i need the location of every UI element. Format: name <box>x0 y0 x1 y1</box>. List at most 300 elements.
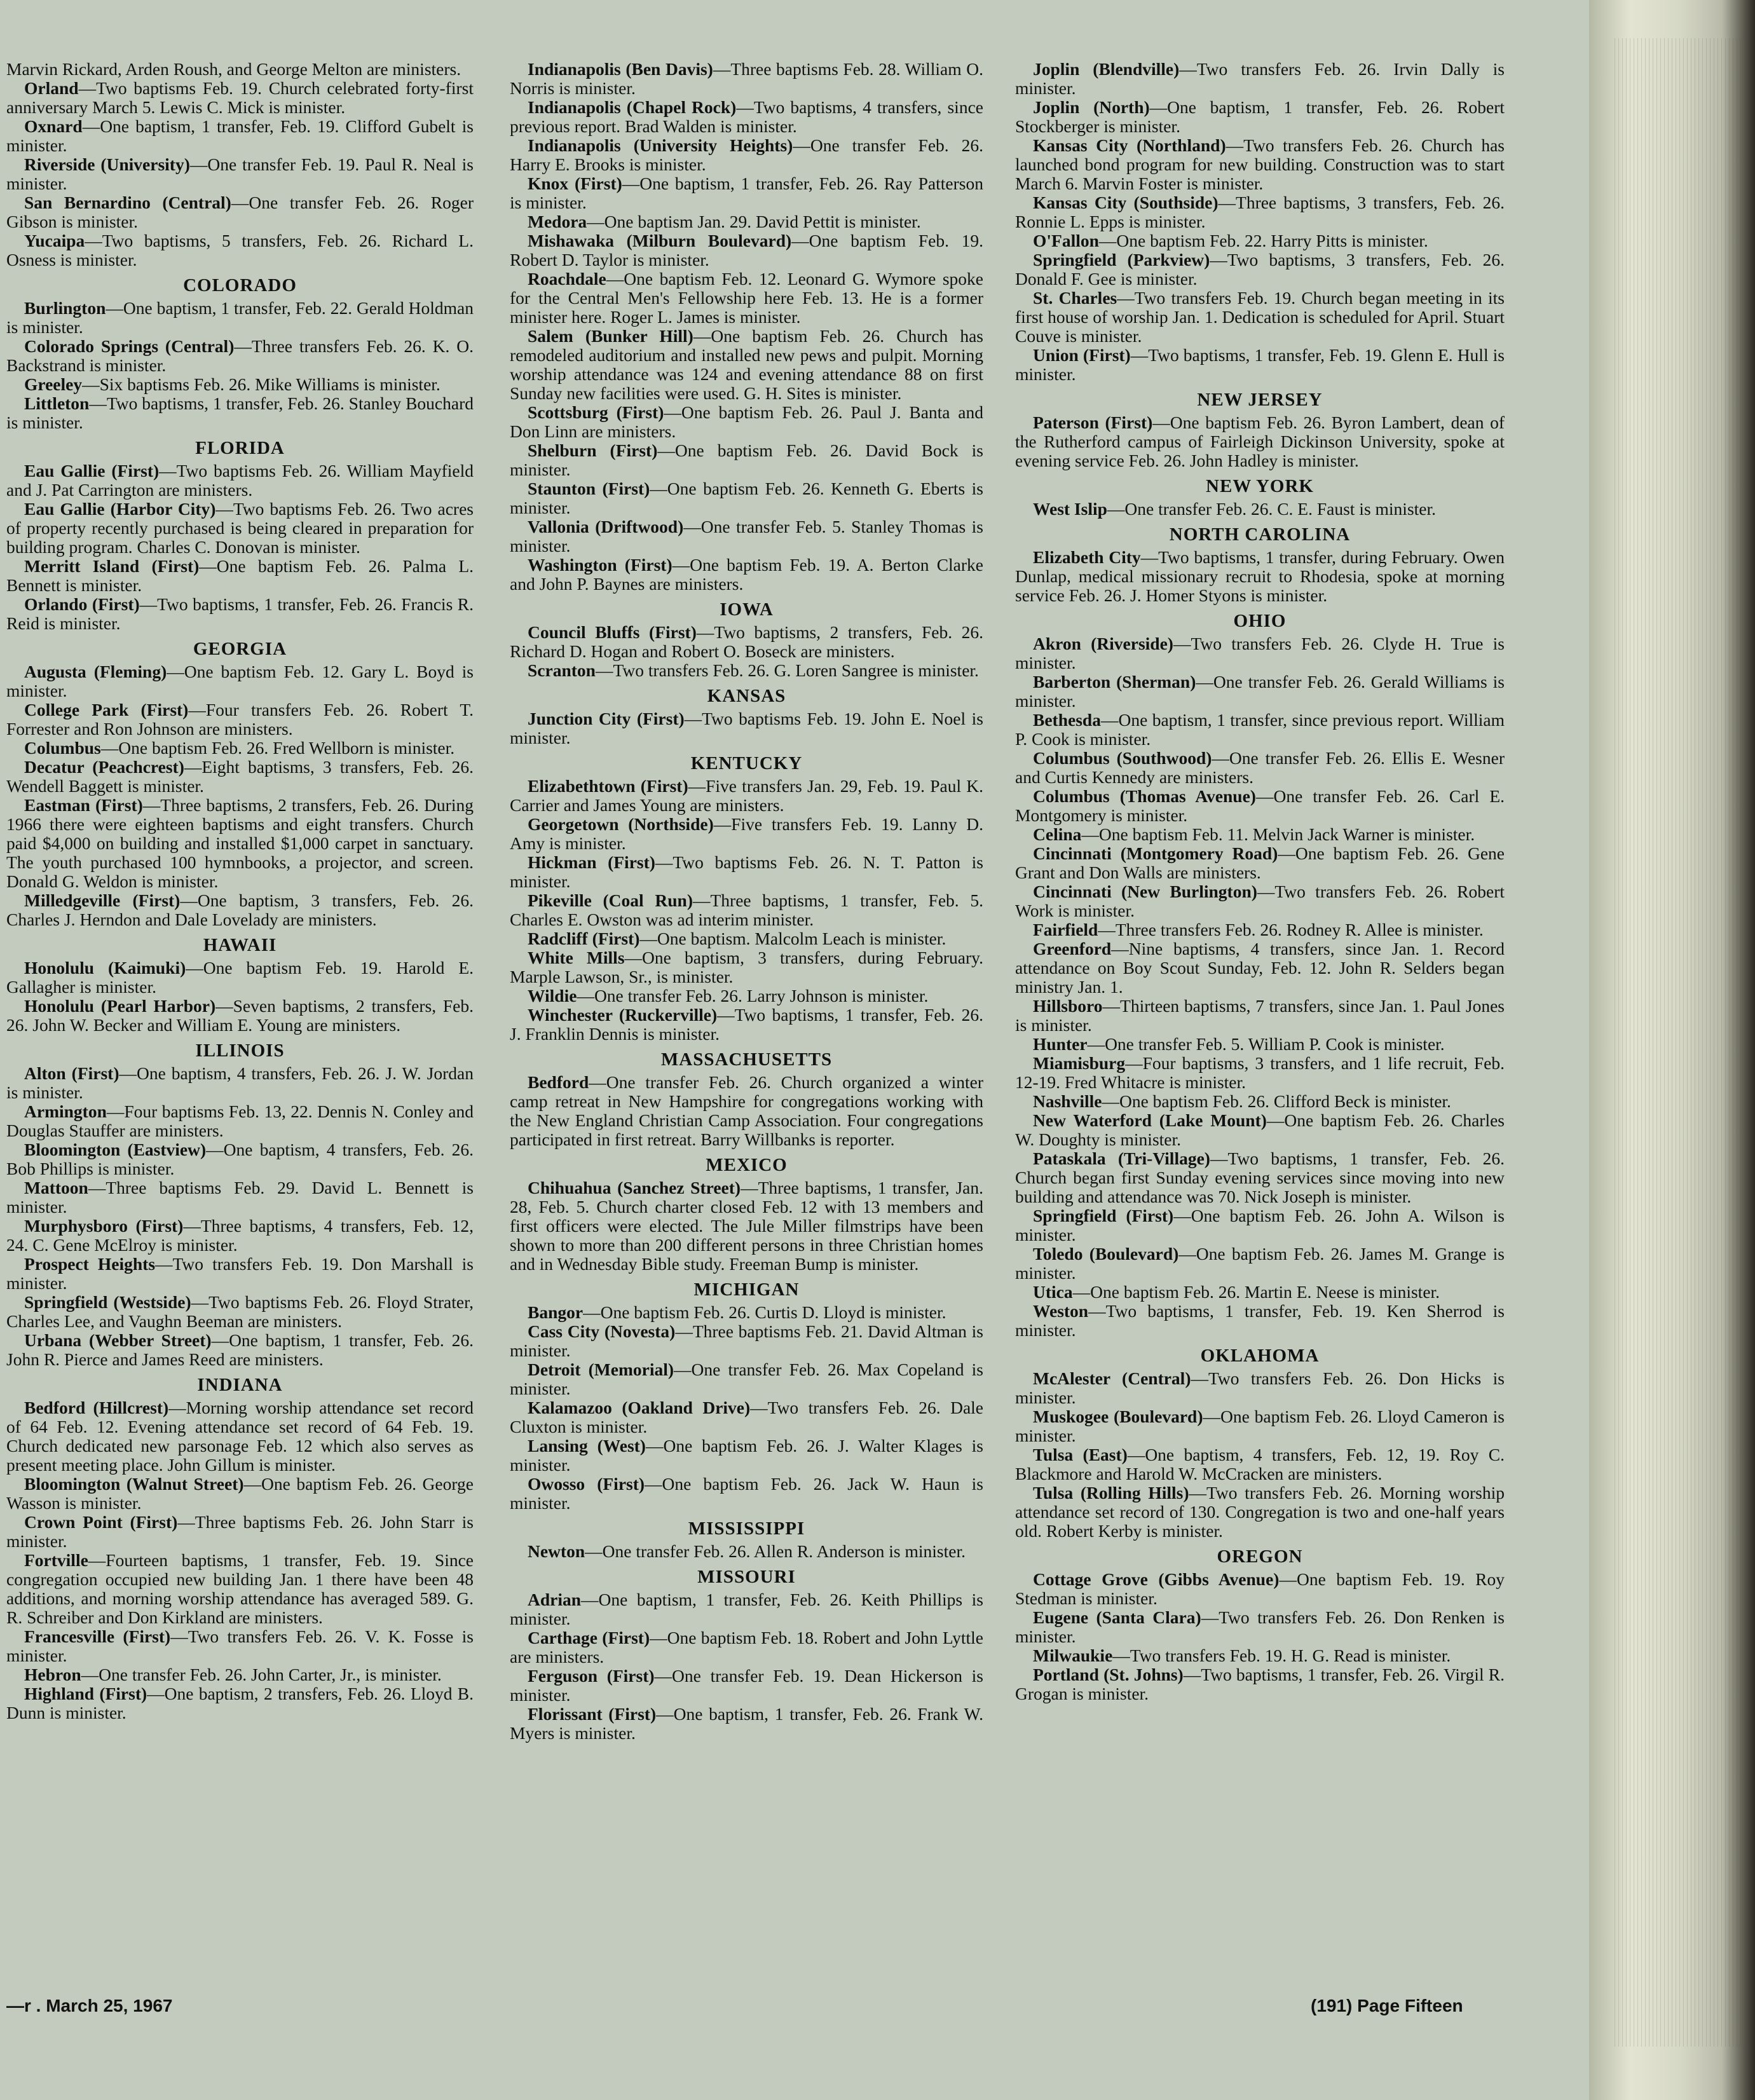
report-text: —One baptism, 3 transfers, Feb. 26. Charles J. Herndon and Dale Lovelady are ministers. <box>6 890 474 929</box>
church-report <box>1015 825 1505 844</box>
church-report <box>6 79 474 117</box>
report-text: —One baptism Feb. 26. Charles W. Doughty is minister. <box>1015 1110 1505 1149</box>
report-text: —Two baptisms, 1 transfer, Feb. 26. Francis R. Reid is minister. <box>6 594 474 633</box>
church-name: Francesville (First) <box>24 1626 171 1646</box>
report-text: —One baptism Feb. 26. Jack W. Haun is minister. <box>510 1474 983 1513</box>
church-report <box>1015 1570 1505 1608</box>
church-report <box>510 1590 983 1628</box>
church-name: Cottage Grove (Gibbs Avenue) <box>1033 1569 1280 1589</box>
report-text: —Four transfers Feb. 26. Robert T. Forrester and Ron Johnson are ministers. <box>6 700 474 739</box>
church-report <box>510 174 983 212</box>
church-report <box>510 1475 983 1513</box>
report-text: —One transfer Feb. 26. Carl E. Montgomery is minister. <box>1015 786 1505 825</box>
report-text: —One baptism, 1 transfer, Feb. 26. John R. Pierce and James Reed are ministers. <box>6 1330 474 1369</box>
state-heading: OHIO <box>1233 611 1287 631</box>
church-report <box>510 929 983 948</box>
report-text: —Two transfers Feb. 26. Robert Work is minister. <box>1015 882 1505 920</box>
report-text: —Two baptisms Feb. 19. John E. Noel is minister. <box>510 709 983 747</box>
church-name: Winchester (Ruckerville) <box>528 1005 718 1025</box>
church-name: Bloomington (Eastview) <box>24 1140 207 1159</box>
report-text: —Two baptisms, 1 transfer, Feb. 26. Virgil R. Grogan is minister. <box>1015 1665 1505 1703</box>
church-report <box>510 479 983 517</box>
church-name: Bethesda <box>1033 710 1101 730</box>
church-report <box>1015 98 1505 136</box>
church-name: Indianapolis (Ben Davis) <box>528 59 713 79</box>
church-name: Cincinnati (Montgomery Road) <box>1033 843 1278 863</box>
report-text: —Three baptisms Feb. 21. David Altman is minister. <box>510 1321 983 1360</box>
report-text: —One transfer Feb. 26. Church organized a winter camp retreat in New Hampshire for congregations working with the New England Christian Camp Association. Four congregations participated in first retreat. Barry Willbanks is reporter. <box>510 1072 983 1149</box>
state-heading: HAWAII <box>203 935 277 955</box>
church-report <box>510 1667 983 1705</box>
report-text: —Four baptisms, 3 transfers, and 1 life recruit, Feb. 12-19. Fred Whitacre is minister. <box>1015 1053 1505 1092</box>
church-name: Urbana (Webber Street) <box>24 1330 212 1350</box>
church-report <box>1015 250 1505 289</box>
report-text: —Seven baptisms, 2 transfers, Feb. 26. John W. Becker and William E. Young are ministers. <box>6 996 474 1035</box>
report-text: —Three baptisms Feb. 28. William O. Norris is minister. <box>510 59 983 98</box>
church-name: Prospect Heights <box>24 1254 156 1274</box>
church-report <box>510 891 983 929</box>
church-report <box>1015 1111 1505 1149</box>
church-name: Eau Gallie (Harbor City) <box>24 499 216 519</box>
church-report <box>1015 500 1505 519</box>
church-name: Miamisburg <box>1033 1053 1126 1073</box>
church-report <box>1015 1445 1505 1483</box>
church-report <box>6 231 474 269</box>
report-text: —Two transfers Feb. 19. Church began meeting in its first house of worship Jan. 1. Dedication is scheduled for April. Stuart Couve is minister. <box>1015 288 1505 346</box>
church-name: Milwaukie <box>1033 1646 1113 1665</box>
church-name: Hillsboro <box>1033 996 1103 1016</box>
church-report <box>510 815 983 853</box>
church-name: Eugene (Santa Clara) <box>1033 1607 1201 1627</box>
report-text: —One transfer Feb. 26. Ellis E. Wesner and Curtis Kennedy are ministers. <box>1015 748 1505 787</box>
report-text: —Two transfers Feb. 26. Don Renken is minister. <box>1015 1607 1505 1646</box>
report-text: —Nine baptisms, 4 transfers, since Jan. 1. Record attendance on Boy Scout Sunday, Feb. 12. John R. Selders began ministry Jan. 1. <box>1015 939 1505 997</box>
report-text: —Fourteen baptisms, 1 transfer, Feb. 19. Since congregation occupied new building Jan. 1 there have been 48 additions, and morning worship attendance has averaged 589. G. R. Schreiber and Don Kirkland are ministers. <box>6 1550 474 1627</box>
state-heading: GEORGIA <box>193 639 287 659</box>
church-report <box>6 1178 474 1217</box>
church-report <box>6 1331 474 1369</box>
church-report <box>6 500 474 557</box>
church-name: Mishawaka (Milburn Boulevard) <box>528 231 792 250</box>
church-name: Highland (First) <box>24 1684 147 1703</box>
church-report <box>6 155 474 193</box>
church-name: Muskogee (Boulevard) <box>1033 1407 1203 1426</box>
issue-date: —r . March 25, 1967 <box>6 1996 173 2015</box>
church-name: Eau Gallie (First) <box>24 461 160 481</box>
church-name: Barberton (Sherman) <box>1033 672 1196 692</box>
report-text: —One baptism, 1 transfer, Feb. 26. Frank W. Myers is minister. <box>510 1704 983 1743</box>
church-report <box>510 623 983 661</box>
church-name: Vallonia (Driftwood) <box>528 517 684 536</box>
church-report <box>6 117 474 155</box>
church-name: Cincinnati (New Burlington) <box>1033 882 1257 901</box>
report-text: —One baptism Feb. 26. Lloyd Cameron is minister. <box>1015 1407 1505 1445</box>
report-text: —Two transfers Feb. 19. Don Marshall is minister. <box>6 1254 474 1293</box>
church-name: Orlando (First) <box>24 594 140 614</box>
church-name: Riverside (University) <box>24 154 190 174</box>
church-report <box>6 1064 474 1102</box>
report-text: —Two baptisms, 2 transfers, Feb. 26. Richard D. Hogan and Robert O. Boseck are ministers. <box>510 622 983 661</box>
church-report <box>6 958 474 997</box>
church-report <box>1015 1369 1505 1407</box>
church-report <box>1015 193 1505 231</box>
church-report <box>1015 289 1505 346</box>
church-name: Junction City (First) <box>528 709 685 728</box>
state-heading: NEW JERSEY <box>1197 390 1323 410</box>
church-report <box>510 1628 983 1667</box>
church-name: Roachdale <box>528 269 606 289</box>
report-text: —One baptism Feb. 26. Kenneth G. Eberts is minister. <box>510 479 984 517</box>
report-text: —Two baptisms, 3 transfers, Feb. 26. Donald F. Gee is minister. <box>1015 250 1505 289</box>
church-name: Carthage (First) <box>528 1628 650 1647</box>
report-text: —One baptism Feb. 12. Leonard G. Wymore spoke for the Central Men's Fellowship here Feb. 13. He is a former minister here. Roger L. James is minister. <box>510 269 983 327</box>
church-name: Bangor <box>528 1302 584 1322</box>
church-report <box>1015 672 1505 711</box>
church-report <box>510 556 983 594</box>
church-name: San Bernardino (Central) <box>24 193 231 212</box>
church-report <box>1015 346 1505 384</box>
church-report <box>1015 1646 1505 1665</box>
report-text: —One baptism Feb. 26. James M. Grange is minister. <box>1015 1244 1505 1283</box>
church-name: Ferguson (First) <box>528 1666 655 1686</box>
state-heading: MISSOURI <box>697 1567 796 1587</box>
report-text: —Five transfers Jan. 29, Feb. 19. Paul K. Carrier and James Young are ministers. <box>510 776 983 815</box>
state-heading: KENTUCKY <box>690 753 803 774</box>
church-report <box>6 1398 474 1475</box>
report-text: —One baptism. Malcolm Leach is minister. <box>639 929 946 948</box>
church-name: Weston <box>1033 1301 1089 1321</box>
church-name: Milledgeville (First) <box>24 890 181 910</box>
church-name: Hunter <box>1033 1034 1088 1054</box>
church-report <box>1015 787 1505 825</box>
church-report <box>6 997 474 1035</box>
state-heading: MISSISSIPPI <box>688 1518 805 1539</box>
church-name: White Mills <box>528 948 625 967</box>
report-text: —One transfer Feb. 5. William P. Cook is minister. <box>1087 1034 1445 1054</box>
report-text: —Two baptisms Feb. 19. Church celebrated forty-first anniversary March 5. Lewis C. Mick is minister. <box>6 78 474 117</box>
church-report <box>1015 711 1505 749</box>
church-name: Kansas City (Southside) <box>1033 193 1219 212</box>
church-report <box>6 662 474 700</box>
report-text: —One baptism, 3 transfers, during February. Marple Lawson, Sr., is minister. <box>510 948 983 986</box>
report-text: —One baptism Feb. 26. Fred Wellborn is minister. <box>100 738 455 758</box>
church-name: Kalamazoo (Oakland Drive) <box>528 1398 751 1417</box>
church-report <box>1015 1665 1505 1703</box>
church-name: Scottsburg (First) <box>528 402 664 422</box>
state-heading: ILLINOIS <box>195 1040 285 1061</box>
church-name: Littleton <box>24 393 90 413</box>
report-text: —One baptism Feb. 26. Palma L. Bennett is minister. <box>6 556 474 595</box>
report-text: —Thirteen baptisms, 7 transfers, since Jan. 1. Paul Jones is minister. <box>1015 996 1505 1035</box>
church-name: Greenford <box>1033 939 1112 958</box>
page-number: (191) Page Fifteen <box>1311 1996 1463 2015</box>
report-text: —One baptism, 1 transfer, Feb. 22. Gerald Holdman is minister. <box>6 298 474 337</box>
church-name: West Islip <box>1033 499 1107 519</box>
report-text: —Two transfers Feb. 26. Church has launched bond program for new building. Construction was to start March 6. Marvin Foster is minister. <box>1015 135 1505 193</box>
church-report <box>6 193 474 231</box>
church-name: Toledo (Boulevard) <box>1033 1244 1179 1264</box>
church-name: Florissant (First) <box>528 1704 657 1724</box>
church-report <box>1015 749 1505 787</box>
report-text: —Four baptisms Feb. 13, 22. Dennis N. Conley and Douglas Stauffer are ministers. <box>6 1101 474 1140</box>
church-report <box>6 60 474 79</box>
church-name: Council Bluffs (First) <box>528 622 697 642</box>
church-name: Lansing (West) <box>528 1436 646 1456</box>
church-report <box>1015 231 1505 250</box>
church-name: Greeley <box>24 374 83 394</box>
state-heading: OREGON <box>1217 1546 1303 1567</box>
report-text: —Two transfers Feb. 26. G. Loren Sangree is minister. <box>595 660 979 680</box>
church-name: Adrian <box>528 1590 582 1609</box>
church-report <box>1015 882 1505 920</box>
church-report <box>1015 1483 1505 1541</box>
church-name: Joplin (Blendville) <box>1033 59 1180 79</box>
report-text: —One baptism, 1 transfer, Feb. 26. Keith Phillips is minister. <box>510 1590 983 1628</box>
church-report <box>6 1217 474 1255</box>
church-name: Pikeville (Coal Run) <box>528 890 693 910</box>
state-heading: MICHIGAN <box>693 1279 800 1300</box>
report-text: —Three baptisms, 1 transfer, Jan. 28, Feb. 5. Church charter closed Feb. 12 with 13 members and first officers were elected. The Jule Miller filmstrips have been shown to more than 200 different persons in three Christian homes and in Wednesday Bible study. Freeman Bump is minister. <box>510 1178 983 1274</box>
report-text: —One transfer Feb. 26. Larry Johnson is minister. <box>577 986 929 1006</box>
church-name: Staunton (First) <box>528 479 650 498</box>
church-report <box>6 1475 474 1513</box>
church-report <box>6 299 474 337</box>
state-heading: FLORIDA <box>195 438 285 458</box>
church-name: Indianapolis (University Heights) <box>528 135 793 155</box>
church-name: Fairfield <box>1033 920 1098 939</box>
church-report <box>510 709 983 747</box>
church-report <box>6 1255 474 1293</box>
church-report <box>1015 1149 1505 1206</box>
church-report <box>510 986 983 1006</box>
church-name: Chihuahua (Sanchez Street) <box>528 1178 741 1197</box>
report-text: —One baptism Feb. 19. Harold E. Gallagher is minister. <box>6 958 474 997</box>
church-report <box>6 1293 474 1331</box>
church-name: College Park (First) <box>24 700 189 719</box>
report-text: —One transfer Feb. 19. Dean Hickerson is minister. <box>510 1666 983 1705</box>
church-report <box>1015 939 1505 997</box>
church-name: Tulsa (East) <box>1033 1445 1128 1464</box>
report-text: —One transfer Feb. 26. Allen R. Anderson is minister. <box>585 1541 966 1561</box>
report-text: —Two baptisms, 1 transfer, Feb. 26. Church began first Sunday evening services since moving into new building and attendance was 70. Nick Joseph is minister. <box>1015 1149 1505 1206</box>
church-name: Georgetown (Northside) <box>528 814 714 834</box>
church-name: Utica <box>1033 1282 1073 1302</box>
report-text: —One baptism, 4 transfers, Feb. 26. Bob Phillips is minister. <box>6 1140 474 1178</box>
church-name: Elizabeth City <box>1033 547 1141 567</box>
church-report <box>510 661 983 680</box>
church-report <box>6 758 474 796</box>
church-name: Tulsa (Rolling Hills) <box>1033 1483 1189 1503</box>
state-heading: INDIANA <box>197 1375 283 1395</box>
church-report <box>6 796 474 891</box>
church-report <box>6 891 474 929</box>
church-name: Colorado Springs (Central) <box>24 336 235 356</box>
church-report <box>1015 844 1505 882</box>
church-name: Springfield (Westside) <box>24 1292 191 1312</box>
report-text: —Two baptisms Feb. 26. Two acres of property recently purchased is being cleared in preparation for building program. Charles C. Donovan is minister. <box>6 499 474 557</box>
report-text: —One transfer Feb. 26. Gerald Williams is minister. <box>1015 672 1505 711</box>
church-name: Springfield (Parkview) <box>1033 250 1210 269</box>
church-name: Columbus (Thomas Avenue) <box>1033 786 1256 806</box>
column-3 <box>1015 60 1505 1703</box>
church-name: Crown Point (First) <box>24 1512 178 1532</box>
report-text: —Two baptisms Feb. 26. N. T. Patton is minister. <box>510 852 983 891</box>
report-text: —One baptism Feb. 19. Robert D. Taylor is minister. <box>510 231 983 269</box>
report-text: —Two baptisms, 1 transfer, Feb. 19. Ken Sherrod is minister. <box>1015 1301 1505 1340</box>
church-report <box>6 1140 474 1178</box>
church-report <box>1015 1035 1505 1054</box>
church-name: Pataskala (Tri-Village) <box>1033 1149 1210 1168</box>
report-text: —One baptism Feb. 26. Paul J. Banta and Don Linn are ministers. <box>510 402 983 441</box>
report-text: —One baptism, 1 transfer, Feb. 26. Ray Patterson is minister. <box>510 174 983 212</box>
state-heading: NEW YORK <box>1206 476 1314 496</box>
report-text: —One baptism Feb. 26. George Wasson is minister. <box>6 1474 474 1513</box>
church-name: Bedford (Hillcrest) <box>24 1398 169 1417</box>
church-report <box>510 60 983 98</box>
report-text: —One baptism Feb. 26. Gene Grant and Don Walls are ministers. <box>1015 843 1505 882</box>
report-text: —One baptism Feb. 11. Melvin Jack Warner is minister. <box>1081 824 1475 844</box>
church-report <box>510 1360 983 1398</box>
column-1 <box>6 60 474 1722</box>
church-report <box>1015 920 1505 939</box>
state-heading: MASSACHUSETTS <box>660 1049 833 1070</box>
report-text: —One transfer Feb. 26. C. E. Faust is minister. <box>1107 499 1437 519</box>
church-name: Springfield (First) <box>1033 1206 1174 1225</box>
report-text: —Two baptisms, 4 transfers, since previous report. Brad Walden is minister. <box>510 97 983 136</box>
report-text: —Two transfers Feb. 26. Irvin Dally is minister. <box>1015 59 1505 98</box>
state-heading: KANSAS <box>707 686 786 706</box>
report-text: —Two baptisms, 1 transfer, during February. Owen Dunlap, medical missionary recruit to Rhodesia, spoke at morning service Feb. 26. J. Homer Styons is minister. <box>1015 547 1505 605</box>
church-name: Detroit (Memorial) <box>528 1360 674 1379</box>
report-text: —One baptism Feb. 18. Robert and John Lyttle are ministers. <box>510 1628 983 1667</box>
church-report <box>510 1006 983 1044</box>
church-name: McAlester (Central) <box>1033 1368 1191 1388</box>
church-report <box>510 517 983 556</box>
state-heading: NORTH CAROLINA <box>1169 524 1351 545</box>
church-name: Bedford <box>528 1072 589 1092</box>
report-text: —Two baptisms Feb. 26. William Mayfield and J. Pat Carrington are ministers. <box>6 461 474 500</box>
church-name: Shelburn (First) <box>528 440 658 460</box>
church-report <box>6 595 474 633</box>
church-name: Honolulu (Pearl Harbor) <box>24 996 216 1016</box>
church-name: Orland <box>24 78 79 98</box>
church-name: Scranton <box>528 660 596 680</box>
church-report <box>1015 60 1505 98</box>
report-text: —Two transfers Feb. 26. V. K. Fosse is minister. <box>6 1626 474 1665</box>
church-name: Bloomington (Walnut Street) <box>24 1474 244 1494</box>
report-text: —Two transfers Feb. 26. Don Hicks is minister. <box>1015 1368 1505 1407</box>
church-report <box>6 337 474 375</box>
report-text: Marvin Rickard, Arden Roush, and George Melton are ministers. <box>6 59 461 79</box>
report-text: —One transfer Feb. 26. Roger Gibson is minister. <box>6 193 474 231</box>
church-report <box>510 403 983 441</box>
state-heading: OKLAHOMA <box>1200 1346 1320 1366</box>
report-text: —Three baptisms, 3 transfers, Feb. 26. Ronnie L. Epps is minister. <box>1015 193 1505 231</box>
report-text: —Six baptisms Feb. 26. Mike Williams is minister. <box>82 374 440 394</box>
church-report <box>1015 1283 1505 1302</box>
report-text: —Two transfers Feb. 26. Clyde H. True is minister. <box>1015 634 1505 672</box>
report-text: —One baptism, 2 transfers, Feb. 26. Lloyd B. Dunn is minister. <box>6 1684 474 1722</box>
report-text: —Three transfers Feb. 26. Rodney R. Allee is minister. <box>1098 920 1484 939</box>
church-name: Knox (First) <box>528 174 622 193</box>
report-text: —One baptism Feb. 19. Roy Stedman is minister. <box>1015 1569 1505 1608</box>
church-report <box>6 1102 474 1140</box>
report-text: —One baptism Feb. 12. Gary L. Boyd is minister. <box>6 662 474 700</box>
report-text: —Three baptisms, 4 transfers, Feb. 12, 24. C. Gene McElroy is minister. <box>6 1216 474 1255</box>
church-report <box>510 777 983 815</box>
report-text: —One baptism Feb. 19. A. Berton Clarke and John P. Baynes are ministers. <box>510 555 983 594</box>
church-name: Decatur (Peachcrest) <box>24 757 184 777</box>
church-name: Radcliff (First) <box>528 929 640 948</box>
report-text: —One baptism, 4 transfers, Feb. 26. J. W. Jordan is minister. <box>6 1063 474 1102</box>
report-text: —Two transfers Feb. 26. Dale Cluxton is minister. <box>510 1398 983 1436</box>
report-text: —Three transfers Feb. 26. K. O. Backstrand is minister. <box>6 336 474 375</box>
church-report <box>510 1322 983 1360</box>
church-report <box>510 136 983 174</box>
church-name: Fortville <box>24 1550 88 1570</box>
report-text: —Two transfers Feb. 26. Morning worship attendance set record of 130. Congregation is two and one-half years old. Robert Kerby is minister. <box>1015 1483 1505 1541</box>
church-name: Oxnard <box>24 116 83 136</box>
church-name: Eastman (First) <box>24 795 143 815</box>
church-name: Union (First) <box>1033 345 1131 365</box>
church-name: Elizabethtown (First) <box>528 776 688 796</box>
church-report <box>510 853 983 891</box>
report-text: —One baptism Feb. 26. J. Walter Klages is minister. <box>510 1436 983 1475</box>
church-name: Yucaipa <box>24 231 85 250</box>
church-name: Portland (St. Johns) <box>1033 1665 1184 1684</box>
church-name: Honolulu (Kaimuki) <box>24 958 186 978</box>
church-report <box>6 394 474 432</box>
church-name: Joplin (North) <box>1033 97 1150 117</box>
church-name: Augusta (Fleming) <box>24 662 167 681</box>
church-name: Alton (First) <box>24 1063 120 1083</box>
report-text: —One baptism, 1 transfer, Feb. 26. Robert Stockberger is minister. <box>1015 97 1505 136</box>
church-report <box>1015 1608 1505 1646</box>
church-report <box>6 1513 474 1551</box>
report-text: —One transfer Feb. 26. Max Copeland is minister. <box>510 1360 983 1398</box>
church-name: Washington (First) <box>528 555 673 575</box>
church-report <box>1015 413 1505 470</box>
report-text: —One transfer Feb. 26. Harry E. Brooks is minister. <box>510 135 983 174</box>
church-report <box>510 1073 983 1149</box>
church-report <box>510 231 983 269</box>
church-report <box>6 739 474 758</box>
church-report <box>510 1542 983 1561</box>
church-report <box>510 212 983 231</box>
church-name: Merritt Island (First) <box>24 556 200 576</box>
church-report <box>6 700 474 739</box>
report-text: —Eight baptisms, 3 transfers, Feb. 26. Wendell Baggett is minister. <box>6 757 474 796</box>
church-report <box>1015 136 1505 193</box>
report-text: —Two baptisms, 1 transfer, Feb. 19. Glenn E. Hull is minister. <box>1015 345 1505 384</box>
church-name: Hickman (First) <box>528 852 655 872</box>
report-text: —One baptism Feb. 26. John A. Wilson is minister. <box>1015 1206 1505 1244</box>
church-name: Medora <box>528 212 587 231</box>
report-text: —Three baptisms, 2 transfers, Feb. 26. During 1966 there were eighteen baptisms and eight transfers. Church paid $4,000 on building and installed $1,000 carpet in sanctuary. The youth purchased 100 hymnbooks, a projector, and screen. Donald G. Weldon is minister. <box>6 795 474 891</box>
report-text: —Two baptisms, 5 transfers, Feb. 26. Richard L. Osness is minister. <box>6 231 474 269</box>
church-report <box>510 1436 983 1475</box>
church-name: Hebron <box>24 1665 81 1684</box>
report-text: —Three baptisms, 1 transfer, Feb. 5. Charles E. Owston was ad interim minister. <box>510 890 983 929</box>
report-text: —One baptism, 1 transfer, since previous report. William P. Cook is minister. <box>1015 710 1505 749</box>
church-name: Celina <box>1033 824 1082 844</box>
report-text: —One baptism Feb. 22. Harry Pitts is minister. <box>1098 231 1428 250</box>
church-name: Burlington <box>24 298 106 318</box>
church-report <box>1015 1244 1505 1283</box>
state-heading: MEXICO <box>706 1155 788 1175</box>
report-text: —One baptism Jan. 29. David Pettit is minister. <box>587 212 921 231</box>
column-2 <box>510 60 983 1743</box>
